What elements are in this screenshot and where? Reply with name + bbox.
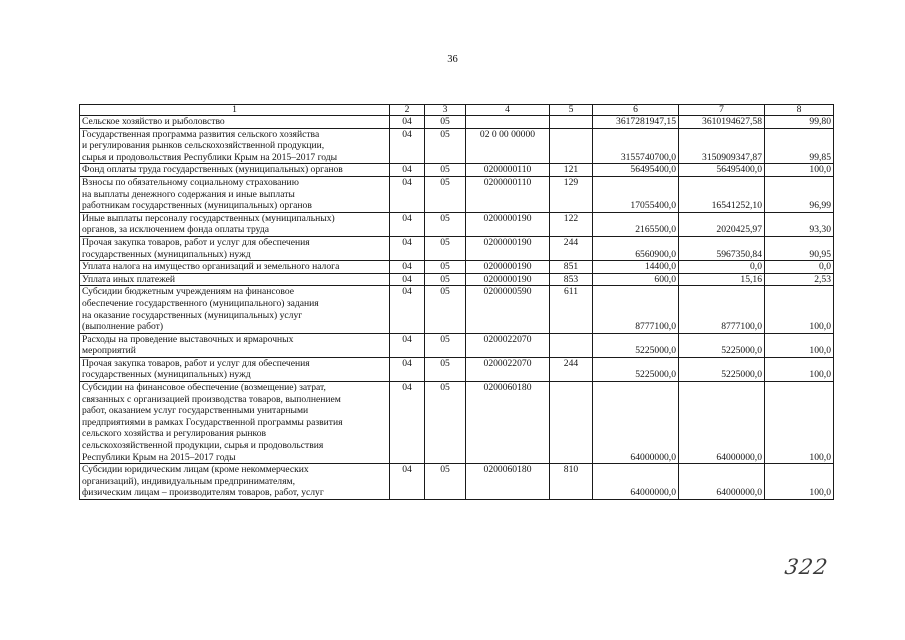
row-planned-amount: 3155740700,0 <box>593 128 679 164</box>
row-name: Фонд оплаты труда государственных (муниципальных) органов <box>80 164 390 177</box>
row-percent: 99,80 <box>765 116 834 129</box>
row-planned-amount: 8777100,0 <box>593 286 679 333</box>
table-row <box>80 128 834 164</box>
row-name: Прочая закупка товаров, работ и услуг для обеспечения государственных (муниципальных) нужд <box>80 236 390 260</box>
row-expense-type <box>550 382 593 464</box>
row-target-article: 0200060180 <box>466 382 550 464</box>
row-planned-amount: 6560900,0 <box>593 236 679 260</box>
row-percent: 100,0 <box>765 464 834 500</box>
row-name: Субсидии юридическим лицам (кроме некоммерческих организаций), индивидуальным предпринимателям, физическим лицам – производителям товаров, работ, услуг <box>80 464 390 500</box>
header-cell-2: 2 <box>390 105 425 116</box>
row-name: Уплата налога на имущество организаций и земельного налога <box>80 261 390 274</box>
row-target-article: 0200000190 <box>466 236 550 260</box>
row-expense-type <box>550 116 593 129</box>
row-name: Сельское хозяйство и рыболовство <box>80 116 390 129</box>
header-row <box>80 105 834 116</box>
row-section-code: 04 <box>390 128 425 164</box>
row-expense-type: 129 <box>550 176 593 212</box>
row-subsection-code: 05 <box>425 164 466 177</box>
row-planned-amount: 64000000,0 <box>593 464 679 500</box>
row-target-article: 0200000190 <box>466 261 550 274</box>
row-section-code: 04 <box>390 464 425 500</box>
table-row <box>80 464 834 500</box>
table-row <box>80 382 834 464</box>
row-name: Уплата иных платежей <box>80 273 390 286</box>
row-planned-amount: 14400,0 <box>593 261 679 274</box>
row-section-code: 04 <box>390 357 425 381</box>
page-number: 36 <box>447 54 458 65</box>
header-cell-6: 6 <box>593 105 679 116</box>
row-expense-type: 244 <box>550 236 593 260</box>
header-cell-4: 4 <box>466 105 550 116</box>
row-actual-amount: 5967350,84 <box>679 236 765 260</box>
row-percent: 100,0 <box>765 357 834 381</box>
row-target-article: 02 0 00 00000 <box>466 128 550 164</box>
row-percent: 96,99 <box>765 176 834 212</box>
row-planned-amount: 64000000,0 <box>593 382 679 464</box>
row-percent: 100,0 <box>765 333 834 357</box>
table-row <box>80 164 834 177</box>
row-percent: 100,0 <box>765 382 834 464</box>
row-name: Государственная программа развития сельского хозяйства и регулирования рынков сельскохозяйственной продукции, сырья и продовольствия Республики Крым на 2015–2017 годы <box>80 128 390 164</box>
row-expense-type: 121 <box>550 164 593 177</box>
row-target-article: 0200022070 <box>466 357 550 381</box>
header-cell-5: 5 <box>550 105 593 116</box>
row-expense-type: 244 <box>550 357 593 381</box>
row-target-article <box>466 116 550 129</box>
row-target-article: 0200060180 <box>466 464 550 500</box>
row-expense-type <box>550 333 593 357</box>
table-row <box>80 357 834 381</box>
row-planned-amount: 56495400,0 <box>593 164 679 177</box>
table-row <box>80 116 834 129</box>
budget-table <box>79 104 834 500</box>
table-row <box>80 212 834 236</box>
row-planned-amount: 3617281947,15 <box>593 116 679 129</box>
row-section-code: 04 <box>390 176 425 212</box>
row-section-code: 04 <box>390 333 425 357</box>
row-planned-amount: 600,0 <box>593 273 679 286</box>
row-percent: 100,0 <box>765 164 834 177</box>
row-name: Субсидии на финансовое обеспечение (возмещение) затрат, связанных с организацией производства товаров, выполнением работ, оказанием услуг государственными унитарными предприятиями в рамках Государственной программы развития сельского хозяйства и регулирования рынков сельскохозяйственной продукции, сырья и продовольствия Республики Крым на 2015–2017 годы <box>80 382 390 464</box>
table-row <box>80 286 834 333</box>
row-name: Взносы по обязательному социальному страхованию на выплаты денежного содержания и иные выплаты работникам государственных (муниципальных) органов <box>80 176 390 212</box>
row-subsection-code: 05 <box>425 128 466 164</box>
row-section-code: 04 <box>390 382 425 464</box>
row-actual-amount: 3150909347,87 <box>679 128 765 164</box>
row-expense-type: 810 <box>550 464 593 500</box>
header-cell-7: 7 <box>679 105 765 116</box>
header-cell-1: 1 <box>80 105 390 116</box>
row-subsection-code: 05 <box>425 236 466 260</box>
row-expense-type: 853 <box>550 273 593 286</box>
row-expense-type: 851 <box>550 261 593 274</box>
row-section-code: 04 <box>390 164 425 177</box>
row-subsection-code: 05 <box>425 286 466 333</box>
row-target-article: 0200000110 <box>466 164 550 177</box>
row-percent: 90,95 <box>765 236 834 260</box>
row-subsection-code: 05 <box>425 464 466 500</box>
row-subsection-code: 05 <box>425 333 466 357</box>
row-section-code: 04 <box>390 273 425 286</box>
row-name: Расходы на проведение выставочных и ярмарочных мероприятий <box>80 333 390 357</box>
row-actual-amount: 2020425,97 <box>679 212 765 236</box>
row-subsection-code: 05 <box>425 116 466 129</box>
row-subsection-code: 05 <box>425 273 466 286</box>
row-actual-amount: 5225000,0 <box>679 333 765 357</box>
table-row <box>80 236 834 260</box>
row-section-code: 04 <box>390 236 425 260</box>
row-planned-amount: 5225000,0 <box>593 333 679 357</box>
handwritten-sheet-number: 322 <box>783 555 830 579</box>
row-actual-amount: 15,16 <box>679 273 765 286</box>
row-expense-type <box>550 128 593 164</box>
table-row <box>80 273 834 286</box>
row-subsection-code: 05 <box>425 176 466 212</box>
row-planned-amount: 5225000,0 <box>593 357 679 381</box>
row-target-article: 0200000110 <box>466 176 550 212</box>
table-row <box>80 176 834 212</box>
row-subsection-code: 05 <box>425 357 466 381</box>
row-percent: 100,0 <box>765 286 834 333</box>
row-actual-amount: 16541252,10 <box>679 176 765 212</box>
row-section-code: 04 <box>390 261 425 274</box>
row-actual-amount: 56495400,0 <box>679 164 765 177</box>
header-cell-8: 8 <box>765 105 834 116</box>
row-actual-amount: 5225000,0 <box>679 357 765 381</box>
row-subsection-code: 05 <box>425 261 466 274</box>
row-percent: 2,53 <box>765 273 834 286</box>
row-target-article: 0200022070 <box>466 333 550 357</box>
row-name: Прочая закупка товаров, работ и услуг для обеспечения государственных (муниципальных) нужд <box>80 357 390 381</box>
row-actual-amount: 8777100,0 <box>679 286 765 333</box>
row-planned-amount: 17055400,0 <box>593 176 679 212</box>
table-row <box>80 261 834 274</box>
table-body <box>80 105 834 500</box>
row-section-code: 04 <box>390 212 425 236</box>
row-subsection-code: 05 <box>425 212 466 236</box>
row-expense-type: 611 <box>550 286 593 333</box>
row-actual-amount: 64000000,0 <box>679 464 765 500</box>
table-row <box>80 333 834 357</box>
row-percent: 0,0 <box>765 261 834 274</box>
row-name: Иные выплаты персоналу государственных (муниципальных) органов, за исключением фонда оплаты труда <box>80 212 390 236</box>
row-planned-amount: 2165500,0 <box>593 212 679 236</box>
row-name: Субсидии бюджетным учреждениям на финансовое обеспечение государственного (муниципального) задания на оказание государственных (муниципальных) услуг (выполнение работ) <box>80 286 390 333</box>
row-section-code: 04 <box>390 116 425 129</box>
row-percent: 99,85 <box>765 128 834 164</box>
row-target-article: 0200000190 <box>466 273 550 286</box>
row-actual-amount: 0,0 <box>679 261 765 274</box>
header-cell-3: 3 <box>425 105 466 116</box>
row-subsection-code: 05 <box>425 382 466 464</box>
row-percent: 93,30 <box>765 212 834 236</box>
row-expense-type: 122 <box>550 212 593 236</box>
row-target-article: 0200000590 <box>466 286 550 333</box>
row-target-article: 0200000190 <box>466 212 550 236</box>
row-actual-amount: 64000000,0 <box>679 382 765 464</box>
row-section-code: 04 <box>390 286 425 333</box>
row-actual-amount: 3610194627,58 <box>679 116 765 129</box>
